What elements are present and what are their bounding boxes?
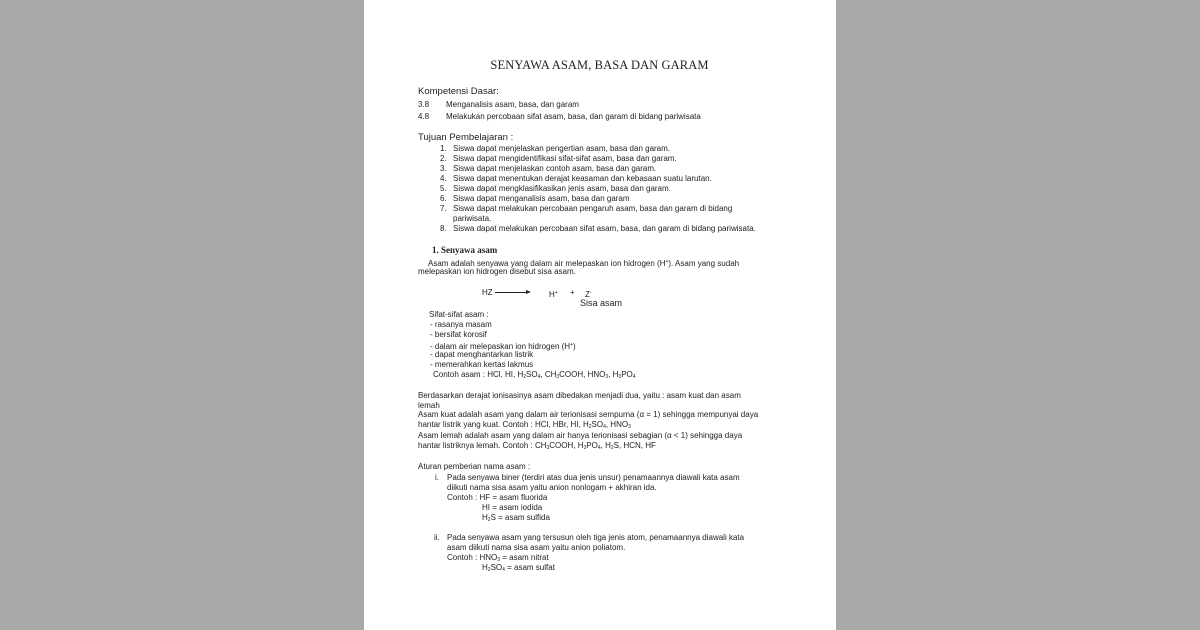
kd-item-num: 4.8 xyxy=(418,112,430,121)
tujuan-num: 1. xyxy=(440,144,447,153)
section-heading: 1. Senyawa asam xyxy=(432,245,498,255)
aturan-contoh: $H_2S$ = asam sulfida xyxy=(482,513,550,523)
tujuan-num: 5. xyxy=(440,184,447,193)
tujuan-text: Siswa dapat mengidentifikasi sifat-sifat asam, basa dan garam. xyxy=(453,154,677,163)
tujuan-text-cont: pariwisata. xyxy=(453,214,492,223)
sifat-heading: Sifat-sifat asam : xyxy=(429,310,489,319)
kd-heading: Kompetensi Dasar: xyxy=(418,86,499,97)
document-title: SENYAWA ASAM, BASA DAN GARAM xyxy=(490,58,709,72)
contoh-asam: Contoh asam : HCl, HI, $H_2SO_4$, $CH_3COOH$, $HNO_3$, $H_3PO_4$ xyxy=(433,370,636,380)
equation-product: H+ xyxy=(549,290,558,299)
tujuan-num: 7. xyxy=(440,204,447,213)
sifat-item: - dapat menghantarkan listrik xyxy=(430,350,534,359)
tujuan-text: Siswa dapat menganalisis asam, basa dan garam xyxy=(453,194,630,203)
aturan-contoh: Contoh : $HNO_3$ = asam nitrat xyxy=(447,553,549,563)
aturan-contoh: HI = asam iodida xyxy=(482,503,543,512)
equation-reactant: HZ xyxy=(482,288,493,297)
arrow-head-icon xyxy=(526,290,531,294)
sifat-item: - memerahkan kertas lakmus xyxy=(430,360,534,369)
equation-note: Sisa asam xyxy=(580,298,623,308)
kd-item-num: 3.8 xyxy=(418,100,430,109)
tujuan-num: 4. xyxy=(440,174,447,183)
aturan-contoh: Contoh : HF = asam fluorida xyxy=(447,493,548,502)
tujuan-num: 8. xyxy=(440,224,447,233)
tujuan-num: 2. xyxy=(440,154,447,163)
aturan-text: Pada senyawa asam yang tersusun oleh tiga jenis atom, penamaannya diawali kata xyxy=(447,533,745,542)
aturan-num: i. xyxy=(435,473,439,482)
tujuan-heading: Tujuan Pembelajaran : xyxy=(418,132,514,143)
equation-plus: + xyxy=(570,288,575,297)
tujuan-text: Siswa dapat menjelaskan contoh asam, basa dan garam. xyxy=(453,164,657,173)
tujuan-num: 3. xyxy=(440,164,447,173)
asam-lemah-paragraph: hantar listriknya lemah. Contoh : $CH_3COOH$, $H_3PO_4$, $H_2S$, HCN, HF xyxy=(418,441,656,451)
aturan-contoh: $H_2SO_4$ = asam sulfat xyxy=(482,563,555,573)
tujuan-text: Siswa dapat menjelaskan pengertian asam, basa dan garam. xyxy=(453,144,671,153)
aturan-text: diikuti nama sisa asam yaitu anion nonlogam + akhiran ida. xyxy=(447,483,657,492)
kd-item-text: Melakukan percobaan sifat asam, basa, dan garam di bidang pariwisata xyxy=(446,112,701,121)
tujuan-num: 6. xyxy=(440,194,447,203)
asam-kuat-paragraph: Asam kuat adalah asam yang dalam air terionisasi sempurna (α = 1) sehingga mempunyai daya xyxy=(418,410,759,419)
asam-lemah-paragraph: Asam lemah adalah asam yang dalam air hanya terionisasi sebagian (α < 1) sehingga daya xyxy=(418,431,743,440)
section-paragraph: Asam adalah senyawa yang dalam air melepaskan ion hidrogen (H+). Asam yang sudah xyxy=(428,259,740,268)
ionisasi-paragraph: lemah xyxy=(418,401,440,410)
sifat-item: - dalam air melepaskan ion hidrogen (H+) xyxy=(430,342,576,351)
document-page xyxy=(364,0,836,630)
aturan-text: asam diikuti nama sisa asam yaitu anion poliatom. xyxy=(447,543,626,552)
equation-product: Z- xyxy=(585,290,592,299)
sifat-item: - rasanya masam xyxy=(430,320,492,329)
sifat-item: - bersifat korosif xyxy=(430,330,487,339)
tujuan-text: Siswa dapat mengklasifikasikan jenis asam, basa dan garam. xyxy=(453,184,671,193)
ionisasi-paragraph: Berdasarkan derajat ionisasinya asam dibedakan menjadi dua, yaitu : asam kuat dan asam xyxy=(418,391,741,400)
tujuan-text: Siswa dapat menentukan derajat keasaman dan kebasaan suatu larutan. xyxy=(453,174,712,183)
asam-kuat-paragraph: hantar listrik yang kuat. Contoh : HCl, HBr, HI, $H_2SO_4$, $HNO_3$ xyxy=(418,420,631,430)
aturan-heading: Aturan pemberian nama asam : xyxy=(418,462,531,471)
aturan-text: Pada senyawa biner (terdiri atas dua jenis unsur) penamaannya diawali kata asam xyxy=(447,473,740,482)
section-paragraph: melepaskan ion hidrogen disebut sisa asam. xyxy=(418,267,576,276)
tujuan-text: Siswa dapat melakukan percobaan pengaruh asam, basa dan garam di bidang xyxy=(453,204,733,213)
reaction-arrow xyxy=(495,292,528,293)
aturan-num: ii. xyxy=(434,533,440,542)
kd-item-text: Menganalisis asam, basa, dan garam xyxy=(446,100,579,109)
tujuan-text: Siswa dapat melakukan percobaan sifat asam, basa, dan garam di bidang pariwisata. xyxy=(453,224,756,233)
